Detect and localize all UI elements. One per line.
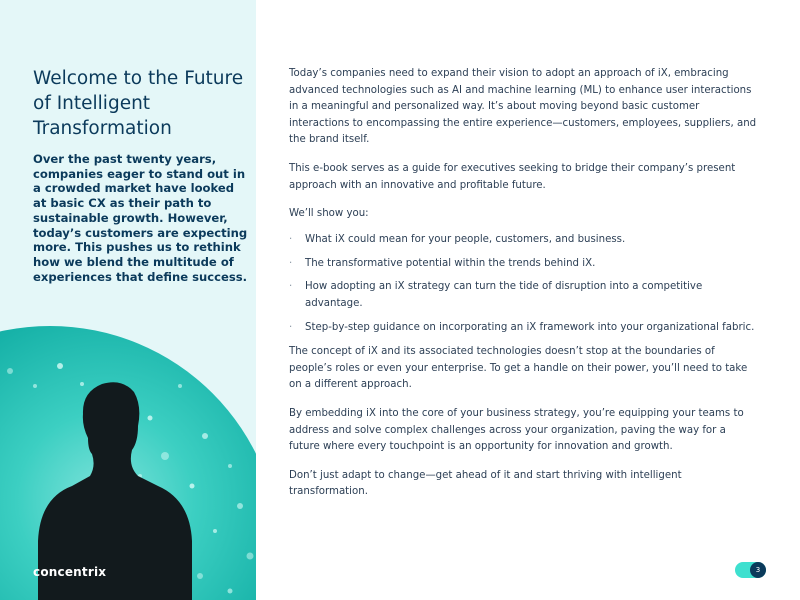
hero-illustration	[0, 326, 256, 600]
list-item: · How adopting an iX strategy can turn the tide of disruption into a competitive advantage.	[289, 281, 703, 309]
intro-text: Over the past twenty years, companies eager to stand out in a crowded market have looked at basic CX as their path to sustainable growth. However, today’s customers are expecting more. This pushes us to rethink how we blend the multitude of experiences that define success.	[33, 152, 248, 284]
paragraph-closing: Don’t just adapt to change—get ahead of it and start thriving with intelligent transformation.	[289, 469, 682, 498]
list-item: · Step-by-step guidance on incorporating an iX framework into your organizational fabric.	[289, 320, 759, 337]
paragraph-concept: The concept of iX and its associated technologies doesn’t stop at the boundaries of people’s roles or even your enterprise. To get a handle on their power, you’ll need to take on a different approach.	[289, 346, 748, 391]
bullet-dot-icon: ·	[289, 257, 293, 269]
page-title: Welcome to the Future of Intelligent Transformation	[33, 68, 244, 139]
bullet-dot-icon: ·	[289, 321, 293, 333]
main-content	[289, 66, 759, 513]
bullet-list	[289, 232, 759, 337]
list-item: · What iX could mean for your people, customers, and business.	[289, 232, 759, 249]
page-number: 3	[750, 562, 766, 578]
paragraph-embedding: By embedding iX into the core of your business strategy, you’re equipping your teams to address and solve complex challenges across your organization, paving the way for a future where every touchpoint is an opportunity for innovation and growth.	[289, 408, 744, 453]
paragraph-show-you: We’ll show you:	[289, 208, 369, 220]
bullet-dot-icon: ·	[289, 281, 293, 293]
concentrix-logo: concentrix	[33, 565, 107, 579]
paragraph-guide: This e-book serves as a guide for executives seeking to bridge their company’s present approach with an innovative and profitable future.	[289, 162, 736, 191]
bullet-dot-icon: ·	[289, 233, 293, 245]
left-panel	[0, 0, 256, 600]
hero-image	[0, 326, 256, 600]
list-item: · The transformative potential within the trends behind iX.	[289, 256, 759, 273]
paragraph-intro: Today’s companies need to expand their vision to adopt an approach of iX, embracing advanced technologies such as AI and machine learning (ML) to enhance user interactions in a meaningful and personalized way. It’s about moving beyond basic customer interactions to encompassing the entire experience—customers, employees, suppliers, and the brand itself.	[289, 68, 757, 146]
